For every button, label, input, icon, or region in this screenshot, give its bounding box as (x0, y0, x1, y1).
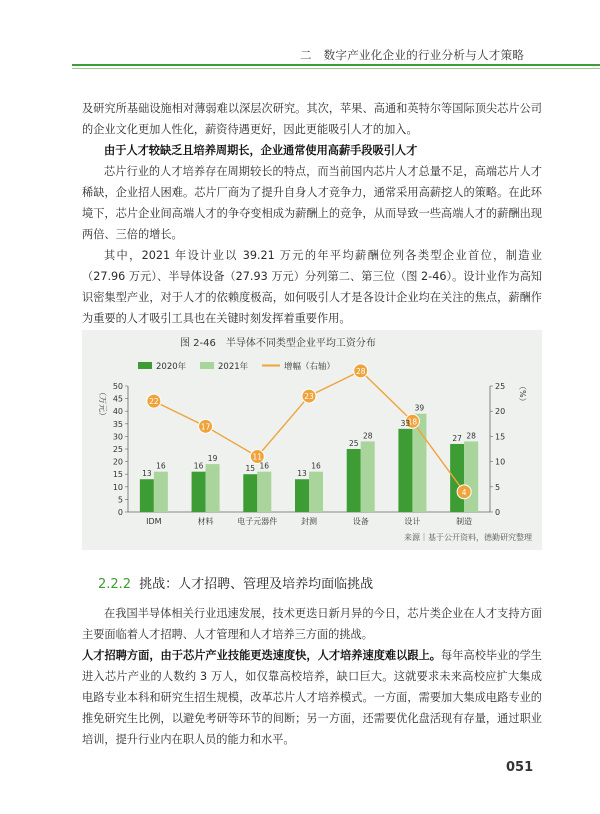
y-left-tick-label-3: 15 (112, 470, 123, 480)
bar-value-1-1: 19 (207, 454, 218, 464)
y-right-tick-label-1: 5 (495, 482, 501, 492)
bar-1-4 (361, 441, 375, 512)
x-tick-label-2: 电子元器件 (237, 517, 278, 526)
growth-point-label-2: 11 (252, 452, 263, 462)
chart-bars (140, 414, 478, 512)
growth-point-label-3: 23 (304, 392, 314, 402)
bar-0-4 (347, 449, 361, 512)
legend-swatch-1 (200, 362, 214, 369)
growth-point-label-0: 22 (149, 397, 159, 407)
bar-value-0-5: 33 (400, 418, 411, 428)
y-left-tick-label-6: 30 (112, 432, 123, 442)
y-right-unit-label: （%） (518, 382, 527, 406)
bar-value-0-0: 13 (142, 469, 152, 479)
section-number: 2.2.2 (98, 577, 132, 592)
growth-point-label-1: 17 (200, 422, 211, 432)
legend-label-2: 增幅（右轴） (284, 362, 336, 372)
text-block-bottom (82, 603, 542, 750)
x-tick-label-1: 材料 (197, 517, 214, 526)
section-heading (98, 573, 373, 592)
y-left-tick-label-9: 45 (112, 394, 123, 404)
legend-label-0: 2020年 (156, 362, 187, 372)
bar-value-0-6: 27 (452, 433, 462, 443)
y-right-tick-label-2: 10 (495, 457, 506, 467)
running-header: 二 数字产业化企业的行业分析与人才策略 (300, 48, 525, 62)
page-number: 051 (506, 760, 534, 775)
bar-value-0-1: 16 (193, 461, 204, 471)
bold-heading-1: 由于人才较缺乏且培养周期长，企业通常使用高薪手段吸引人才 (104, 144, 418, 157)
y-left-tick-label-2: 10 (112, 482, 123, 492)
bar-value-0-2: 15 (245, 464, 256, 474)
growth-point-label-5: 18 (407, 417, 418, 427)
paragraph-2: 芯片行业的人才培养存在周期较长的特点，而当前国内芯片人才总量不足，高端芯片人才稀缺，企业招人困难。芯片厂商为了提升自身人才竞争力，通常采用高薪挖人的策略。在此环境下，芯片企业间高端人才的争夺变相成为薪酬上的竞争，从而导致一些高端人才的薪酬出现两倍、三倍的增长。 (82, 165, 542, 241)
bar-value-0-4: 25 (348, 439, 359, 448)
bar-0-6 (450, 444, 464, 512)
bar-value-0-3: 13 (297, 469, 307, 479)
header-rule-thin (72, 68, 600, 69)
paragraph-3: 其中，2021 年设计业以 39.21 万元的年平均薪酬位列各类型企业首位，制造业（27.96 万元）、半导体设备（27.93 万元）分列第二、第三位（图 2-46）。设计业作为高知识密集型产业，对于人才的依赖度极高，如何吸引人才是各设计企业均在关注的焦点，薪酬作为重要的人才吸引工具也在关键时刻发挥着重要作用。 (82, 249, 542, 325)
growth-point-label-6: 4 (461, 487, 467, 497)
top-bar (0, 0, 600, 30)
paragraph-4: 在我国半导体相关行业迅速发展，技术更迭日新月异的今日，芯片类企业在人才支持方面主要面临着人才招聘、人才管理和人才培养三方面的挑战。 (82, 607, 542, 641)
x-tick-label-3: 封测 (301, 517, 317, 526)
bar-value-1-5: 39 (414, 403, 425, 413)
x-tick-label-4: 设备 (352, 517, 369, 526)
bar-0-2 (243, 474, 257, 512)
y-right-tick-label-0: 0 (495, 508, 501, 517)
bar-0-0 (140, 479, 154, 512)
y-right-tick-label-5: 25 (495, 382, 506, 391)
bar-1-6 (461, 441, 478, 512)
x-tick-label-6: 制造 (456, 517, 473, 526)
bar-1-3 (309, 472, 323, 512)
bar-0-3 (295, 479, 309, 512)
y-right-tick-label-4: 20 (495, 407, 506, 417)
y-right-tick-label-3: 15 (495, 432, 506, 442)
bar-value-1-2: 16 (259, 461, 270, 471)
bar-1-2 (257, 472, 271, 512)
bar-value-1-6: 28 (466, 431, 476, 441)
y-left-tick-label-8: 40 (112, 407, 123, 417)
paragraph-5 (82, 645, 542, 750)
bar-0-5 (398, 429, 412, 512)
legend-label-1: 2021年 (218, 362, 249, 372)
bar-value-1-0: 16 (156, 461, 166, 471)
section-title-text: 挑战：人才招聘、管理及培养均面临挑战 (139, 577, 374, 592)
x-tick-label-0: IDM (146, 517, 162, 526)
y-left-tick-label-1: 5 (117, 495, 123, 505)
x-tick-label-5: 设计 (404, 517, 421, 526)
bar-value-1-3: 16 (311, 461, 321, 471)
text-block-top (82, 98, 542, 329)
bar-value-1-4: 28 (362, 431, 373, 441)
y-left-tick-label-0: 0 (117, 508, 123, 517)
y-left-tick-label-7: 35 (112, 419, 123, 429)
bar-0-1 (192, 472, 206, 512)
y-left-unit-label: （万元） (98, 388, 107, 420)
chart-legend (138, 361, 335, 372)
figure-source: 来源｜基于公开资料，德勤研究整理 (404, 533, 532, 542)
bar-1-0 (154, 472, 168, 512)
growth-point-label-4: 28 (355, 366, 366, 376)
salary-chart (82, 352, 542, 532)
paragraph-5-rest: 每年高校毕业的学生进入芯片产业的人数约 3 万人，如仅靠高校培养，缺口巨大。这就要求未来高校应扩大集成电路专业本科和研究生招生规模，改革芯片人才培养模式。一方面，需要加大集成电路专业的推免研究生比例，以避免考研等环节的间断；另一方面，还需要优化盘活现有存量，通过职业培训，提升行业内在职人员的能力和水平。 (82, 649, 542, 746)
y-left-tick-label-5: 25 (112, 445, 123, 454)
paragraph-5-bold: 人才招聘方面，由于芯片产业技能更迭速度快，人才培养速度难以跟上。 (82, 649, 442, 662)
y-left-tick-label-4: 20 (112, 457, 123, 467)
bar-1-1 (206, 464, 220, 512)
paragraph-1: 及研究所基础设施相对薄弱难以深层次研究。其次，苹果、高通和英特尔等国际顶尖芯片公司的企业文化更加人性化，薪资待遇更好，因此更能吸引人才的加入。 (82, 102, 542, 136)
legend-swatch-0 (138, 362, 152, 369)
header-rule (72, 64, 600, 66)
figure-title: 图 2-46 半导体不同类型企业平均工资分布 (180, 338, 376, 349)
y-left-tick-label-10: 50 (112, 382, 123, 391)
